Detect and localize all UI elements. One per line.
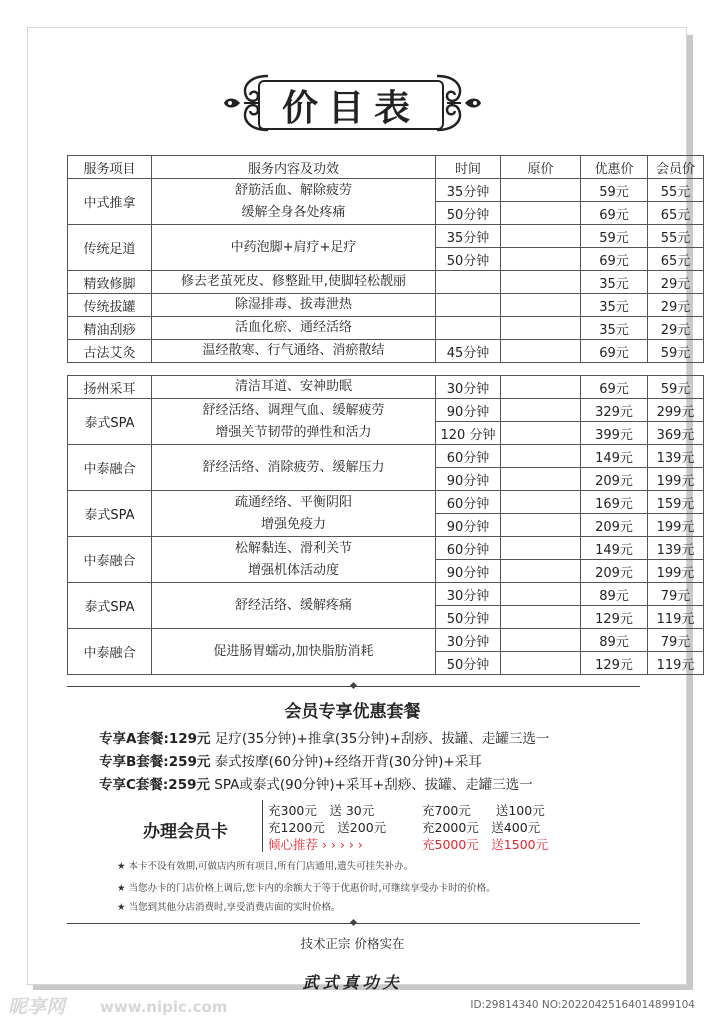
- package-name: 专享B套餐:259元: [99, 754, 211, 770]
- member-price-cell: 119元: [648, 652, 704, 675]
- promo-price-cell: 35元: [581, 271, 648, 294]
- original-price-cell: [501, 491, 581, 514]
- table-row: [68, 399, 704, 422]
- table-row: [68, 294, 704, 317]
- table-row: [68, 583, 704, 606]
- service-description: [152, 537, 436, 583]
- original-price-cell: [501, 376, 581, 399]
- price-table-1: [67, 155, 704, 363]
- service-description: [152, 340, 436, 363]
- note-1: ★ 本卡不设有效期,可做店内所有项目,所有门店通用,遗失可挂失补办。: [117, 861, 414, 872]
- watermark-url: www.nipic.com: [100, 998, 228, 1016]
- table-row: [68, 376, 704, 399]
- duration-cell: [436, 317, 501, 340]
- page-title: 价目表: [281, 86, 420, 129]
- promo-price-cell: 209元: [581, 468, 648, 491]
- member-price-cell: 79元: [648, 583, 704, 606]
- divider-bottom: [67, 923, 640, 924]
- table-row: [68, 629, 704, 652]
- description-line: 活血化瘀、通经活络: [234, 320, 352, 335]
- member-price-cell: 29元: [648, 294, 704, 317]
- table-header: [68, 156, 704, 179]
- membership-left-column: [268, 802, 386, 853]
- table-row: [68, 445, 704, 468]
- service-description: [152, 629, 436, 675]
- member-price-cell: 119元: [648, 606, 704, 629]
- service-description: [152, 294, 436, 317]
- promo-price-cell: 399元: [581, 422, 648, 445]
- duration-cell: 90分钟: [436, 468, 501, 491]
- membership-option-highlight: 充5000元 送1500元: [422, 837, 549, 852]
- original-price-cell: [501, 202, 581, 225]
- service-name: 中式推拿: [68, 179, 152, 225]
- promo-price-cell: 149元: [581, 445, 648, 468]
- member-price-cell: 159元: [648, 491, 704, 514]
- service-name: 古法艾灸: [68, 340, 152, 363]
- original-price-cell: [501, 468, 581, 491]
- service-description: [152, 317, 436, 340]
- description-line: 除湿排毒、拔毒泄热: [234, 297, 352, 312]
- promo-price-cell: 69元: [581, 248, 648, 271]
- member-price-cell: 139元: [648, 537, 704, 560]
- duration-cell: 35分钟: [436, 179, 501, 202]
- description-line: 中药泡脚+肩疗+足疗: [230, 239, 357, 255]
- description-line: 促进肠胃蠕动,加快脂肪消耗: [213, 643, 374, 659]
- member-price-cell: 65元: [648, 202, 704, 225]
- table-row: [68, 179, 704, 202]
- recommend-label: 倾心推荐 › › › › ›: [268, 837, 363, 852]
- promo-price-cell: 209元: [581, 560, 648, 583]
- note-2: ★ 当您办卡的门店价格上调后,您卡内的余额大于等于优惠价时,可继续享受办卡时的价格。: [117, 883, 496, 894]
- promo-price-cell: 149元: [581, 537, 648, 560]
- duration-cell: 50分钟: [436, 248, 501, 271]
- slogan: 技术正宗 价格实在: [300, 936, 405, 951]
- duration-cell: 120 分钟: [436, 422, 501, 445]
- package-detail: 泰式按摩(60分钟)+经络开背(30分钟)+采耳: [214, 754, 482, 770]
- description-line: 清洁耳道、安神助眠: [234, 379, 352, 394]
- description-line: 舒经活络、消除疲劳、缓解压力: [202, 459, 385, 475]
- duration-cell: 30分钟: [436, 583, 501, 606]
- description-line: 增强免疫力: [260, 516, 326, 532]
- package-detail: SPA或泰式(90分钟)+采耳+刮痧、拔罐、走罐三选一: [214, 777, 533, 793]
- title-frame: [258, 80, 444, 130]
- member-price-cell: 29元: [648, 271, 704, 294]
- membership-option: 充1200元 送200元: [268, 820, 387, 835]
- membership-option: 充700元 送100元: [422, 803, 545, 818]
- header-description: 服务内容及功效: [152, 156, 436, 179]
- duration-cell: [436, 271, 501, 294]
- duration-cell: 45分钟: [436, 340, 501, 363]
- service-description: [152, 399, 436, 445]
- duration-cell: [436, 294, 501, 317]
- duration-cell: 30分钟: [436, 629, 501, 652]
- promo-price-cell: 59元: [581, 225, 648, 248]
- original-price-cell: [501, 445, 581, 468]
- duration-cell: 35分钟: [436, 225, 501, 248]
- member-price-cell: 59元: [648, 340, 704, 363]
- original-price-cell: [501, 271, 581, 294]
- member-price-cell: 199元: [648, 514, 704, 537]
- description-line: 舒经活络、缓解疼痛: [234, 597, 352, 613]
- promo-price-cell: 129元: [581, 652, 648, 675]
- duration-cell: 50分钟: [436, 652, 501, 675]
- divider: [67, 686, 640, 687]
- description-line: 缓解全身各处疼痛: [241, 204, 346, 220]
- package-b: [99, 750, 482, 770]
- original-price-cell: [501, 606, 581, 629]
- member-price-cell: 299元: [648, 399, 704, 422]
- promo-price-cell: 89元: [581, 629, 648, 652]
- note-3: ★ 当您到其他分店消费时,享受消费店面的实时价格。: [117, 902, 341, 913]
- table-row: [68, 271, 704, 294]
- original-price-cell: [501, 583, 581, 606]
- service-description: [152, 445, 436, 491]
- table-row: [68, 225, 704, 248]
- promo-price-cell: 89元: [581, 583, 648, 606]
- description-line: 温经散寒、行气通络、消瘀散结: [202, 343, 385, 358]
- membership-option: 充2000元 送400元: [422, 820, 541, 835]
- service-description: [152, 179, 436, 225]
- promo-price-cell: 329元: [581, 399, 648, 422]
- watermark-id: ID:29814340 NO:20220425164014899104: [470, 999, 695, 1011]
- service-name: 精致修脚: [68, 271, 152, 294]
- table-row: [68, 491, 704, 514]
- package-name: 专享A套餐:129元: [99, 731, 211, 747]
- description-line: 舒筋活血、解除疲劳: [234, 182, 352, 198]
- membership-right-column: [422, 802, 548, 853]
- service-name: 中泰融合: [68, 537, 152, 583]
- service-name: 泰式SPA: [68, 583, 152, 629]
- service-description: [152, 376, 436, 399]
- duration-cell: 90分钟: [436, 514, 501, 537]
- service-name: 扬州采耳: [68, 376, 152, 399]
- description-line: 松解黏连、滑利关节: [234, 540, 352, 556]
- member-price-cell: 139元: [648, 445, 704, 468]
- packages-title: 会员专享优惠套餐: [284, 702, 421, 722]
- service-name: 中泰融合: [68, 445, 152, 491]
- original-price-cell: [501, 422, 581, 445]
- package-name: 专享C套餐:259元: [99, 777, 210, 793]
- membership-option: 充300元 送 30元: [268, 803, 375, 818]
- service-name: 泰式SPA: [68, 491, 152, 537]
- promo-price-cell: 35元: [581, 317, 648, 340]
- service-description: [152, 271, 436, 294]
- promo-price-cell: 209元: [581, 514, 648, 537]
- member-price-cell: 79元: [648, 629, 704, 652]
- original-price-cell: [501, 399, 581, 422]
- service-name: 传统足道: [68, 225, 152, 271]
- promo-price-cell: 129元: [581, 606, 648, 629]
- signature: 武式真功夫: [302, 973, 403, 992]
- duration-cell: 30分钟: [436, 376, 501, 399]
- original-price-cell: [501, 248, 581, 271]
- watermark-logo: 昵享网: [8, 996, 66, 1018]
- original-price-cell: [501, 652, 581, 675]
- promo-price-cell: 69元: [581, 202, 648, 225]
- header-promo-price: 优惠价: [581, 156, 648, 179]
- header-member-price: 会员价: [648, 156, 704, 179]
- original-price-cell: [501, 179, 581, 202]
- membership-divider: [262, 800, 263, 852]
- promo-price-cell: 69元: [581, 376, 648, 399]
- duration-cell: 90分钟: [436, 399, 501, 422]
- description-line: 疏通经络、平衡阴阳: [234, 494, 352, 510]
- package-detail: 足疗(35分钟)+推拿(35分钟)+刮痧、拔罐、走罐三选一: [214, 731, 550, 747]
- service-description: [152, 225, 436, 271]
- duration-cell: 50分钟: [436, 606, 501, 629]
- duration-cell: 50分钟: [436, 202, 501, 225]
- table-row: [68, 537, 704, 560]
- promo-price-cell: 35元: [581, 294, 648, 317]
- header-service: 服务项目: [68, 156, 152, 179]
- member-price-cell: 55元: [648, 179, 704, 202]
- original-price-cell: [501, 294, 581, 317]
- service-description: [152, 491, 436, 537]
- package-c: [99, 773, 533, 793]
- promo-price-cell: 69元: [581, 340, 648, 363]
- original-price-cell: [501, 340, 581, 363]
- description-line: 增强关节韧带的弹性和活力: [215, 424, 372, 440]
- member-price-cell: 59元: [648, 376, 704, 399]
- package-a: [99, 727, 549, 747]
- duration-cell: 60分钟: [436, 491, 501, 514]
- member-price-cell: 369元: [648, 422, 704, 445]
- duration-cell: 90分钟: [436, 560, 501, 583]
- original-price-cell: [501, 514, 581, 537]
- promo-price-cell: 59元: [581, 179, 648, 202]
- price-table-2: [67, 375, 704, 675]
- member-price-cell: 199元: [648, 560, 704, 583]
- header-original-price: 原价: [501, 156, 581, 179]
- header-time: 时间: [436, 156, 501, 179]
- member-price-cell: 65元: [648, 248, 704, 271]
- service-name: 中泰融合: [68, 629, 152, 675]
- description-line: 增强机体活动度: [247, 562, 339, 578]
- original-price-cell: [501, 629, 581, 652]
- duration-cell: 60分钟: [436, 445, 501, 468]
- original-price-cell: [501, 317, 581, 340]
- member-price-cell: 29元: [648, 317, 704, 340]
- table-row: [68, 340, 704, 363]
- service-name: 精油刮痧: [68, 317, 152, 340]
- membership-title: 办理会员卡: [143, 822, 228, 842]
- table-row: [68, 317, 704, 340]
- original-price-cell: [501, 225, 581, 248]
- description-line: 修去老茧死皮、修整趾甲,使脚轻松靓丽: [180, 274, 407, 289]
- member-price-cell: 55元: [648, 225, 704, 248]
- service-name: 传统拔罐: [68, 294, 152, 317]
- original-price-cell: [501, 560, 581, 583]
- member-price-cell: 199元: [648, 468, 704, 491]
- service-description: [152, 583, 436, 629]
- description-line: 舒经活络、调理气血、缓解疲劳: [202, 402, 385, 418]
- original-price-cell: [501, 537, 581, 560]
- service-name: 泰式SPA: [68, 399, 152, 445]
- promo-price-cell: 169元: [581, 491, 648, 514]
- duration-cell: 60分钟: [436, 537, 501, 560]
